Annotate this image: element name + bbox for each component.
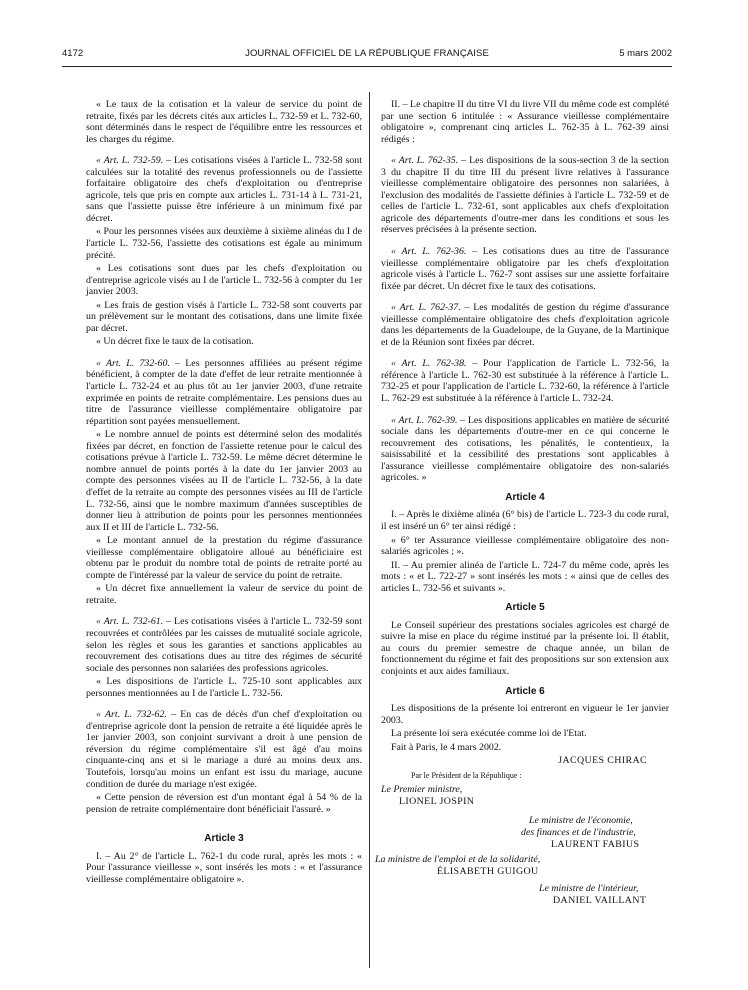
signatory-title: Le ministre de l'économie, [529,815,633,827]
paragraph: « Pour les personnes visées aux deuxième à sixième alinéas du I de l'article L. 732-56, l'assiette des cotisations est égale au minimum précité. [86,226,362,261]
left-column [86,99,362,887]
paragraph: Le Conseil supérieur des prestations sociales agricoles est chargé de suivre la mise en place du régime institué par la présente loi. Il établit, au cours du premier semestre de chaque année, un bilan de fonctionnement du régime et fait des propositions sur son extension aux conjoints et aux aides familiaux. [381,619,669,677]
paragraph: « Les cotisations sont dues par les chefs d'exploitation ou d'entreprise agricole visés au I de l'article L. 732-56 à compter du 1er janvier 2003. [86,263,362,298]
article-paragraph [86,358,362,427]
article-paragraph [381,155,669,236]
right-column [375,99,669,906]
article-reference: « Art. L. 762-35. [391,155,459,167]
article-reference: « Art. L. 762-39. [391,414,458,426]
column-divider [369,92,370,968]
article-text: – Les dispositions de la sous-section 3 de la section 3 du chapitre II du titre III du présent livre relatives à l'assurance vieillesse complémentaire obligatoire des personnes non salariées, à l'exclusion des modalités de l'assiette définies à l'article L. 732-59 et de celles de l'article L. 732-61, sont applicables aux chefs d'exploitation agricole des départements d'outre-mer dans les conditions et sous les réserves précisées à la présente section. [381,155,669,236]
article-paragraph [381,246,669,292]
article-paragraph [381,302,669,348]
article-heading: Article 5 [505,602,545,614]
paragraph: « Le montant annuel de la prestation du régime d'assurance vieillesse complémentaire obligatoire alloué au bénéficiaire est obtenu par le produit du nombre total de points de retraite porté au compte de l'intéressé par la valeur de service du point de retraite. [86,535,362,581]
paragraph: II. – Au premier alinéa de l'article L. 724-7 du même code, après les mots : « et L. 722-27 » sont insérés les mots : « ainsi que de celles des articles L. 732-56 et suivants ». [381,559,669,594]
journal-title: JOURNAL OFFICIEL DE LA RÉPUBLIQUE FRANÇAISE [245,48,489,59]
paragraph: I. – Après le dixième alinéa (6° bis) de l'article L. 723-3 du code rural, il est inséré un 6° ter ainsi rédigé : [381,509,669,532]
paragraph: « Le nombre annuel de points est déterminé selon des modalités fixées par décret, en fonction de l'assiette retenue pour le calcul des cotisations prévue à l'article L. 732-59. Le même décret détermine le nombre annuel de points portés à la date du 1er janvier 2003 au compte des personnes visées au II de l'article L. 732-56, à la date d'effet de la retraite au compte des personnes visées au III de l'article L. 732-56, ainsi que le nombre maximum d'années susceptibles de donner lieu à attribution de points pour les personnes mentionnées aux II et III de l'article L. 732-56. [86,429,362,533]
signatory-title: Le Premier ministre, [381,784,463,796]
issue-date: 5 mars 2002 [619,48,672,59]
paragraph: « Un décret fixe annuellement la valeur de service du point de retraite. [86,583,362,606]
article-text: – Les cotisations visées à l'article L. 732-58 sont calculées sur la totalité des revenus professionnels ou de l'assiette forfaitaire obligatoire des chefs d'exploitation ou d'entreprise agricole, tels que pris en compte aux articles L. 731-14 à L. 731-21, sans que l'assiette puisse être inférieure à un minimum fixé par décret. [86,155,362,224]
article-paragraph [86,709,362,790]
paragraph: « Les dispositions de l'article L. 725-10 sont applicables aux personnes mentionnées au I de l'article L. 732-56. [86,676,362,699]
signatory-title: La ministre de l'emploi et de la solidarité, [375,854,541,866]
signature-intro: Par le Président de la République : [411,770,522,780]
article-reference: « Art. L. 762-36. [391,246,467,258]
article-paragraph [86,155,362,224]
paragraph: « Les frais de gestion visés à l'article L. 732-58 sont couverts par un prélèvement sur le montant des cotisations, dans une limite fixée par décret. [86,299,362,334]
article-reference: « Art. L. 732-59. [96,155,164,167]
article-paragraph [381,415,669,484]
article-heading: Article 4 [505,491,545,503]
article-paragraph [86,616,362,674]
signatory-title: des finances et de l'industrie, [521,826,636,838]
paragraph: « 6° ter Assurance vieillesse complémentaire obligatoire des non-salariés agricoles ; ». [381,534,669,558]
article-text: – Les cotisations dues au titre de l'assurance vieillesse complémentaire obligatoire par les chefs d'exploitation agricole visés à l'article L. 762-7 sont assises sur une assiette forfaitaire fixée par décret. Un décret fixe le taux des cotisations. [381,246,669,292]
paragraph: Les dispositions de la présente loi entreront en vigueur le 1er janvier 2003. [381,703,669,726]
paragraph: La présente loi sera exécutée comme loi de l'Etat. [391,728,587,740]
article-text: – Les cotisations visées à l'article L. 732-59 sont recouvrées et contrôlées par les caisses de mutualité sociale agricole, selon les règles et sous les garanties et sanctions applicables au recouvrement des cotisations dues au titre des régimes de sécurité sociale des personnes non salariées des professions agricoles. [86,616,362,674]
article-reference: « Art. L. 762-37. [391,302,461,314]
signature-president: JACQUES CHIRAC [558,755,647,767]
paragraph: II. – Le chapitre II du titre VI du livre VII du même code est complété par une section 6 intitulée : « Assurance vieillesse complémentaire obligatoire », comprenant cinq articles L. 762-35 à L. 762-39 ainsi rédigés : [381,99,669,145]
paragraph: I. – Au 2° de l'article L. 762-1 du code rural, après les mots : « Pour l'assurance vieillesse », sont insérés les mots : « et l'assurance vieillesse complémentaire obligatoire ». [86,850,362,885]
article-paragraph [381,358,669,404]
header-rule [62,66,672,67]
signatory-name: LIONEL JOSPIN [399,795,475,807]
article-reference: « Art. L. 732-61. [96,616,164,628]
article-reference: « Art. L. 732-60. [96,357,170,369]
signatory-name: DANIEL VAILLANT [553,894,647,906]
article-reference: « Art. L. 732-62. [96,709,167,721]
article-text: – Pour l'application de l'article L. 732-56, la référence à l'article L. 762-30 est substituée à la référence à l'article L. 732-25 et pour l'application de l'article L. 732-60, la référence à l'article L. 762-29 est substituée à la référence à l'article L. 732-24. [381,358,669,405]
paragraph: « Un décret fixe le taux de la cotisation. [96,336,254,348]
article-text: – Les personnes affiliées au présent régime bénéficient, à compter de la date d'effet de leur retraite mentionnée à l'article L. 732-24 et au plus tôt au 1er janvier 2003, d'une retraite exprimée en points de retraite complémentaire. Les pensions dues au titre de l'assurance vieillesse complémentaire obligatoire par répartition sont payées mensuellement. [86,357,362,427]
signatory-title: Le ministre de l'intérieur, [539,883,639,895]
paragraph: Fait à Paris, le 4 mars 2002. [391,741,502,753]
paragraph: « Le taux de la cotisation et la valeur de service du point de retraite, fixés par les décrets cités aux articles L. 732-59 et L. 732-60, sont déterminés dans le respect de l'équilibre entre les ressources et les charges du régime. [86,99,362,145]
article-text: – Les dispositions applicables en matière de sécurité sociale dans les départements d'outre-mer en ce qui concerne le recouvrement des cotisations, les pénalités, le contentieux, la saisissabilité et la cessibilité des prestations sont applicables à l'assurance vieillesse complémentaire obligatoire des non-salariés agricoles. » [381,414,669,484]
article-heading: Article 3 [204,833,244,845]
article-text: – Les modalités de gestion du régime d'assurance vieillesse complémentaire obligatoire des chefs d'exploitation agricole dans les départements de la Guadeloupe, de la Guyane, de la Martinique et de la Réunion sont fixées par décret. [381,302,669,348]
page-header [62,48,672,66]
paragraph: « Cette pension de réversion est d'un montant égal à 54 % de la pension de retraite complémentaire dont bénéficiait l'assuré. » [86,792,362,815]
signatory-name: ÉLISABETH GUIGOU [437,865,539,877]
page-number: 4172 [62,48,84,59]
article-heading: Article 6 [505,685,545,697]
article-text: – En cas de décès d'un chef d'exploitation ou d'entreprise agricole dont la pension de retraite a été liquidée après le 1er janvier 2003, son conjoint survivant a droit à une pension de réversion du régime complémentaire s'il est âgé d'au moins cinquante-cinq ans et si le mariage a duré au moins deux ans. Toutefois, lorsqu'au moins un enfant est issu du mariage, aucune condition de durée du mariage n'est exigée. [86,709,362,790]
article-reference: « Art. L. 762-38. [391,358,467,370]
signatory-name: LAURENT FABIUS [551,838,640,850]
